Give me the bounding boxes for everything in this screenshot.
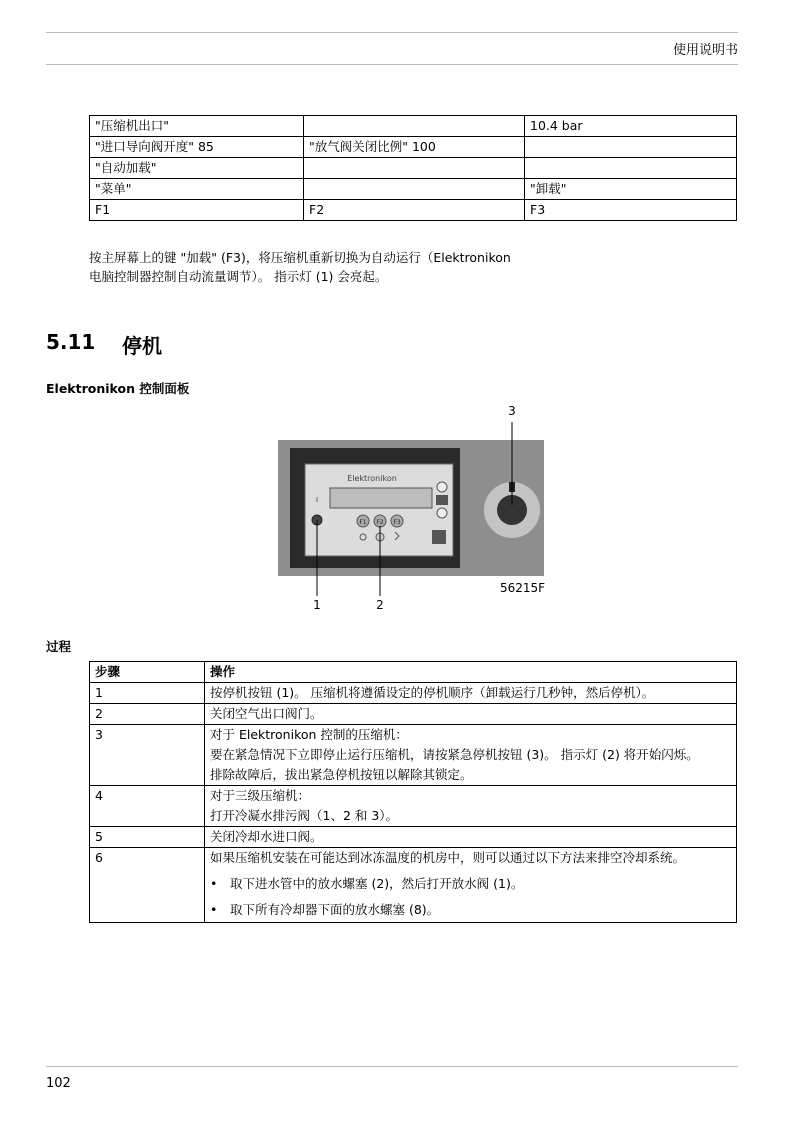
control-panel-figure xyxy=(260,400,560,620)
table-row xyxy=(90,116,737,137)
column-header-step: 步骤 xyxy=(90,662,205,683)
paragraph-line: 电脑控制器控制自动流量调节）。 指示灯 (1) 会亮起。 xyxy=(89,269,388,284)
step-action xyxy=(205,704,737,725)
action-line: 按停机按钮 (1)。 压缩机将遵循设定的停机顺序（卸载运行几秒钟，然后停机）。 xyxy=(210,685,655,700)
callout-3: 3 xyxy=(508,404,516,418)
step-action xyxy=(205,725,737,786)
footer-rule xyxy=(46,1066,738,1067)
table-cell: "压缩机出口" xyxy=(90,116,304,137)
bullet-item xyxy=(210,874,731,894)
step-number: 2 xyxy=(90,704,205,725)
section-title: 停机 xyxy=(122,334,162,358)
callout-2: 2 xyxy=(376,598,384,612)
action-line: 排除故障后，拔出紧急停机按钮以解除其锁定。 xyxy=(210,767,473,782)
step-number: 1 xyxy=(90,683,205,704)
action-line: 关闭空气出口阀门。 xyxy=(210,706,323,721)
step-action xyxy=(205,848,737,923)
header-title: 使用说明书 xyxy=(672,43,738,58)
table-row xyxy=(90,786,737,827)
arrow-up-key[interactable] xyxy=(437,482,447,492)
page-number: 102 xyxy=(46,1076,71,1091)
table-cell xyxy=(304,158,525,179)
table-cell: F2 xyxy=(304,200,525,221)
table-cell xyxy=(525,137,737,158)
table-cell xyxy=(304,179,525,200)
bullet-text: 取下进水管中的放水螺塞 (2)，然后打开放水阀 (1)。 xyxy=(230,876,524,891)
display-table xyxy=(89,115,737,221)
action-line: 对于 Elektronikon 控制的压缩机： xyxy=(210,727,408,742)
table-row xyxy=(90,848,737,923)
table-cell: "卸载" xyxy=(525,179,737,200)
table-cell: F1 xyxy=(90,200,304,221)
table-cell: F3 xyxy=(525,200,737,221)
section-number: 5.11 xyxy=(46,330,96,354)
step-number: 4 xyxy=(90,786,205,827)
table-cell: "放气阀关闭比例" 100 xyxy=(304,137,525,158)
action-line: 要在紧急情况下立即停止运行压缩机，请按紧急停机按钮 (3)。 指示灯 (2) 将开始闪烁。 xyxy=(210,747,699,762)
header-rule-top xyxy=(46,32,738,33)
brand-label: Elektronikon xyxy=(347,474,397,483)
f1-key-label: F1 xyxy=(359,519,367,526)
action-line: 关闭冷却水进口阀。 xyxy=(210,829,323,844)
table-cell: "进口导向阀开度" 85 xyxy=(90,137,304,158)
table-cell xyxy=(525,158,737,179)
action-line: 如果压缩机安装在可能达到冰冻温度的机房中，则可以通过以下方法来排空冷却系统。 xyxy=(210,850,686,865)
bullet-icon: • xyxy=(210,902,218,917)
indicator-mark: I xyxy=(316,496,319,504)
panel-heading: Elektronikon 控制面板 xyxy=(46,381,190,396)
action-line: 对于三级压缩机： xyxy=(210,788,311,803)
table-header-row xyxy=(90,662,737,683)
table-cell: "菜单" xyxy=(90,179,304,200)
step-number: 6 xyxy=(90,848,205,923)
table-row xyxy=(90,179,737,200)
table-row xyxy=(90,827,737,848)
lcd-display xyxy=(330,488,432,508)
table-row xyxy=(90,704,737,725)
step-number: 3 xyxy=(90,725,205,786)
table-cell xyxy=(304,116,525,137)
table-cell: 10.4 bar xyxy=(525,116,737,137)
paragraph-line: 按主屏幕上的键 "加载" (F3)，将压缩机重新切换为自动运行（Elektronikon xyxy=(89,250,511,265)
step-number: 5 xyxy=(90,827,205,848)
table-row xyxy=(90,158,737,179)
process-heading: 过程 xyxy=(46,639,72,654)
table-row xyxy=(90,683,737,704)
f3-key-label: F3 xyxy=(393,519,401,526)
step-action xyxy=(205,683,737,704)
action-line: 打开冷凝水排污阀（1、2 和 3）。 xyxy=(210,808,399,823)
step-action xyxy=(205,827,737,848)
paragraph xyxy=(89,248,511,286)
brand-logo-icon xyxy=(432,530,446,544)
table-row xyxy=(90,200,737,221)
steps-table xyxy=(89,661,737,923)
column-header-action: 操作 xyxy=(205,662,737,683)
tab-key[interactable] xyxy=(436,495,448,505)
table-row xyxy=(90,725,737,786)
f2-key-label: F2 xyxy=(376,519,384,526)
table-cell: "自动加载" xyxy=(90,158,304,179)
header-rule-bottom xyxy=(46,64,738,65)
step-action xyxy=(205,786,737,827)
bullet-item xyxy=(210,900,731,920)
table-row xyxy=(90,137,737,158)
figure-code: 56215F xyxy=(500,581,546,595)
callout-1: 1 xyxy=(313,598,321,612)
bullet-text: 取下所有冷却器下面的放水螺塞 (8)。 xyxy=(230,902,440,917)
arrow-down-key[interactable] xyxy=(437,508,447,518)
bullet-icon: • xyxy=(210,876,218,891)
